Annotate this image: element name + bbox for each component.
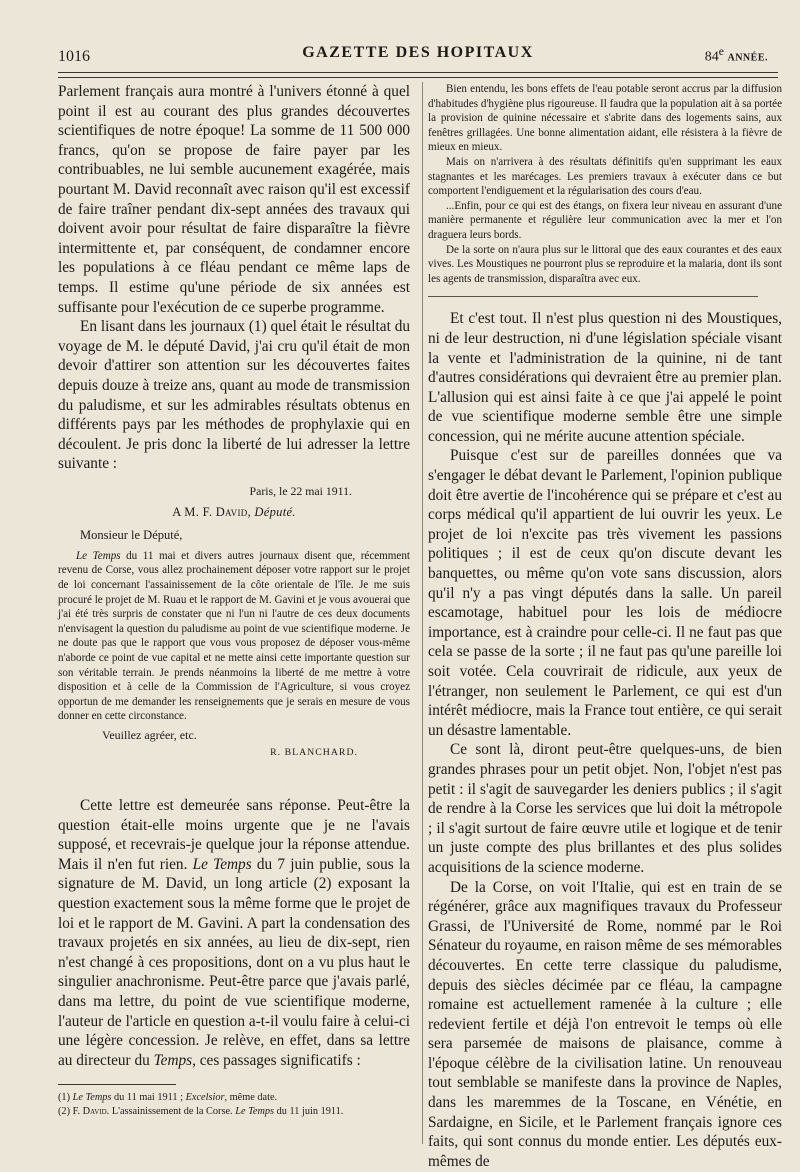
quote-separator: [428, 296, 758, 297]
letter-addressee: [58, 505, 410, 520]
text-run: Cette lettre est demeurée sans réponse. Peut-être la question était-elle moins urgente que je ne l'avais supposé, et recevrais-je quelque jour la réponse attendue. Mais il n'en fut rien.: [58, 797, 410, 873]
footnote-rule: [58, 1084, 176, 1085]
paragraph: [58, 796, 410, 1070]
paragraph: Ce sont là, diront peut-être quelques-uns, de bien grandes phrases pour un petit objet. Non, l'objet n'est pas petit : il s'agit de sauvegarder les deniers publics ; il s'agit de rendre à la Corse les services que lui doit la métropole ; il s'agit surtout de faire œuvre utile et logique et de tenir un juste compte des plus brillantes et des plus solides acquisitions de la science moderne.: [428, 741, 782, 876]
italic-title: Le Temps: [76, 549, 121, 562]
page-number: 1016: [58, 48, 90, 65]
letter-closing: Veuillez agréer, etc.: [102, 728, 197, 742]
quoted-paragraph: Mais on n'arrivera à des résultats définitifs qu'en supprimant les eaux stagnantes et les marécages. Les premiers travaux à exécuter dans ce but comportent l'endiguement et la régularisation des cours d'eau.: [428, 155, 782, 198]
volume-year: [705, 45, 768, 66]
letter-date: Paris, le 22 mai 1911.: [249, 483, 352, 498]
italic-title: Le Temps: [72, 1092, 112, 1104]
text-run: . L'assainissement de la Corse.: [106, 1106, 236, 1118]
footnote-2: [58, 1105, 410, 1119]
column-divider: [422, 82, 423, 1144]
quoted-paragraph: De la sorte on n'aura plus sur le littoral que des eaux courantes et des eaux vives. Les Moustiques ne pourront plus se reproduire et la malaria, dont ils sont les agents de transmission, disparaîtra avec eux.: [428, 243, 782, 285]
year-number: 84: [704, 49, 719, 65]
paragraph: En lisant dans les journaux (1) quel était le résultat du voyage de M. le député David, j'ai cru qu'il était de mon devoir d'attirer son attention sur les découvertes faites depuis douze à treize ans, quant au mode de transmission du paludisme, et sur les admirables résultats obtenus en différents pays par les méthodes de prophylaxie qui en découlent. Je pris donc la liberté de lui adresser la lettre suivante :: [58, 318, 410, 473]
letter-text: du 11 mai et divers autres journaux disent que, récemment revenu de Corse, vous allez prochainement déposer votre rapport sur le projet de loi concernant l'assainissement de la côte orientale de l'île. Je me suis procuré le projet de M. Ruau et le rapport de M. Gavini et je vous avouerai que j'ai été très surpris de constater que ni l'un ni l'autre de ces deux documents n'envisagent la question du paludisme au point de vue scientifique moderne. Je ne doute pas que le rapport que vous vous proposez de déposer vous-même n'aborde ce point de vue capital et ne mette ainsi cette importante question sur son véritable terrain. Je prends néanmoins la liberté de me mettre à votre disposition et à celle de la Commission de l'Agriculture, si vous croyez opportun de me demander les renseignements que je serais en mesure de vous donner en cette circonstance.: [58, 549, 410, 723]
addressee-name: David: [215, 504, 248, 519]
quoted-paragraph: Bien entendu, les bons effets de l'eau potable seront accrus par la diffusion d'habitudes d'hygiène plus rigoureuse. Il faudra que la population ait à sa portée la provision de quinine nécessaire et s'abrite dans des logements sains, aux fenêtres grillagées. Une bonne alimentation aidant, elle résistera à la fièvre de mieux en mieux.: [428, 83, 782, 154]
right-column: [428, 82, 782, 1171]
header-rule-bottom: [58, 77, 778, 78]
letter-body: [58, 549, 410, 724]
paragraph: Puisque c'est sur de pareilles données que va s'engager le débat devant le Parlement, l'opinion publique doit être avertie de l'incohérence qui se prépare et c'est au corps médical qu'il appartient de lui ouvrir les yeux. Le projet de loi n'excite pas très vivement les passions politiques ; il est de ceux qu'on discute devant les banquettes, ou même qu'on vote sans discussion, alors qu'il n'y a pas vingt députés dans la salle. Un pareil escamotage, habituel pour les lois de médiocre importance, est à craindre pour celle-ci. Il ne faut pas que cela se passe de la sorte ; il ne faut pas qu'une pareille loi soit votée. Cela couvrirait de ridicule, aux yeux de l'étranger, non seulement le Parlement, ce qui est d'un intérêt médiocre, mais la France tout entière, ce qui serait un désastre lamentable.: [428, 447, 782, 739]
paragraph: De la Corse, on voit l'Italie, qui est en train de se régénérer, grâce aux magnifiques travaux du Professeur Grassi, de l'Université de Rome, nommé par le Roi Sénateur du royaume, en raison même de ses mémorables découvertes. En cette terre classique du paludisme, depuis des siècles décimée par ce fléau, la campagne romaine est actuellement ramenée à la culture ; elle redevient fertile et déjà l'on entrevoit le temps où elle sera parsemée de maisons de plaisance, comme à l'époque célèbre de la civilisation latine. Un renouveau tout semblable se manifeste dans la province de Naples, dans les maremmes de la Toscane, en Vénétie, en Sardaigne, en Sicile, et le Parlement français ignore ces faits, qui sont connus du monde entier. Les députés eux-mêmes de: [428, 878, 782, 1170]
journal-title: GAZETTE DES HOPITAUX: [302, 44, 534, 61]
letter-salutation: Monsieur le Député,: [80, 527, 183, 542]
header-rule-top: [58, 72, 778, 73]
paragraph: Et c'est tout. Il n'est plus question ni des Moustiques, ni de leur destruction, ni d'une législation spéciale visant la vente et l'administration de la quinine, ni de tant d'autres considérations qui devraient être au premier plan. L'allusion qui est ainsi faite à ce que j'ai appelé le point de vue scientifique moderne semble être une simple concession, qui ne mérite aucune attention spéciale.: [428, 310, 782, 445]
footnote-number: (1): [58, 1092, 73, 1104]
italic-title: Le Temps: [192, 855, 252, 873]
left-column: [58, 82, 410, 1119]
page-header: [58, 40, 778, 74]
text-run: du 7 juin publie, sous la signature de M. David, un long article (2) exposant la question exactement sous la même forme que le projet de loi et le rapport de M. Gavini. A part la condensation des travaux projetés en six années, au lieu de dix-sept, rien n'est changé à ces propositions, dont on a vu plus haut le singulier anachronisme. Peut-être parce que j'avais parlé, dans ma lettre, du point de vue scientifique moderne, l'auteur de l'article en question a-t-il voulu faire à celui-ci une légère concession. Je relève, en effet, dans sa lettre au directeur du: [58, 855, 410, 1069]
footnote-number: (2) F.: [58, 1106, 83, 1118]
text-run: du 11 mai 1911 ;: [111, 1092, 186, 1104]
addressee-prefix: A M. F.: [172, 504, 216, 519]
italic-title: Temps: [153, 1051, 193, 1069]
text-run: , ces passages significatifs :: [192, 1051, 361, 1069]
footnote-1: [58, 1091, 410, 1105]
year-word: ANNÉE.: [727, 52, 768, 64]
text-run: , même date.: [224, 1092, 278, 1104]
addressee-suffix: , Député.: [247, 504, 296, 519]
text-run: du 11 juin 1911.: [274, 1106, 344, 1118]
year-suffix: e: [718, 45, 724, 58]
paragraph: Parlement français aura montré à l'univers étonné à quel point il est au courant des plus grandes découvertes scientifiques de notre époque! La somme de 11 500 000 francs, qu'on se propose de faire payer par les contribuables, ne lui semble aucunement exagérée, mais pourtant M. David reconnaît avec raison qu'il est excessif de faire traîner pendant dix-sept années des travaux qui doivent avoir pour résultat de faire disparaître la fièvre intermittente et, par conséquent, de condamner encore les populations à ce fléau pendant ce même laps de temps. Il estime qu'une période de six années est suffisante pour l'exécution de ce superbe programme.: [58, 83, 410, 316]
italic-title: Excelsior: [185, 1092, 225, 1104]
quoted-paragraph: ...Enfin, pour ce qui est des étangs, on fixera leur niveau en assurant d'une manière permanente et régulière leur communication avec la mer et l'on draguera leurs bords.: [428, 199, 782, 241]
letter-signature: R. BLANCHARD.: [270, 747, 358, 758]
italic-title: Le Temps: [235, 1106, 275, 1118]
author-name: David: [82, 1106, 107, 1118]
